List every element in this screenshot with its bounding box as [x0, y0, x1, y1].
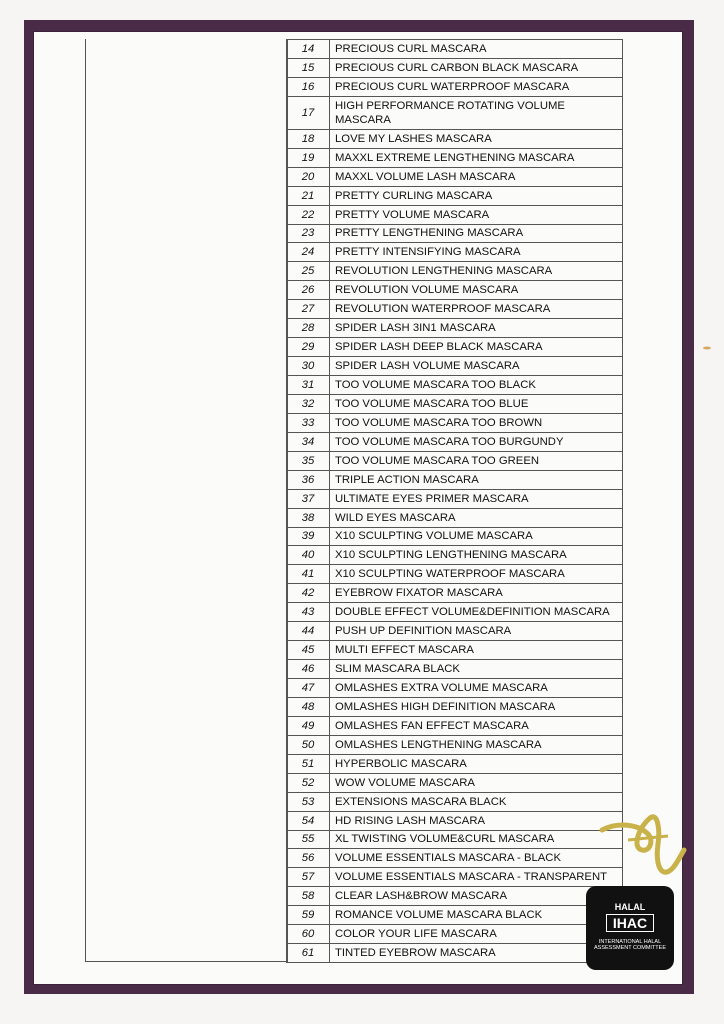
product-name: REVOLUTION LENGTHENING MASCARA — [330, 262, 623, 281]
product-name: VOLUME ESSENTIALS MASCARA - BLACK — [330, 849, 623, 868]
table-row — [287, 129, 623, 148]
table-row — [287, 508, 623, 527]
table-row — [287, 565, 623, 584]
halal-seal — [586, 886, 674, 970]
row-number: 45 — [287, 641, 330, 660]
product-name: TOO VOLUME MASCARA TOO BLUE — [330, 394, 623, 413]
table-row — [287, 792, 623, 811]
row-number: 58 — [287, 887, 330, 906]
product-name: XL TWISTING VOLUME&CURL MASCARA — [330, 830, 623, 849]
product-name: MAXXL EXTREME LENGTHENING MASCARA — [330, 148, 623, 167]
row-number: 25 — [287, 262, 330, 281]
product-name: HIGH PERFORMANCE ROTATING VOLUME MASCARA — [330, 96, 623, 129]
table-row — [287, 489, 623, 508]
table-row — [287, 77, 623, 96]
table-row — [287, 887, 623, 906]
table-row — [287, 470, 623, 489]
table-row — [287, 584, 623, 603]
row-number: 53 — [287, 792, 330, 811]
product-name: SLIM MASCARA BLACK — [330, 660, 623, 679]
row-number: 59 — [287, 906, 330, 925]
table-row — [287, 262, 623, 281]
row-number: 40 — [287, 546, 330, 565]
row-number: 21 — [287, 186, 330, 205]
row-number: 17 — [287, 96, 330, 129]
product-name: VOLUME ESSENTIALS MASCARA - TRANSPARENT — [330, 868, 623, 887]
product-name: EYEBROW FIXATOR MASCARA — [330, 584, 623, 603]
row-number: 14 — [287, 40, 330, 59]
product-name: DOUBLE EFFECT VOLUME&DEFINITION MASCARA — [330, 603, 623, 622]
row-number: 16 — [287, 77, 330, 96]
table-row — [287, 376, 623, 395]
row-number: 39 — [287, 527, 330, 546]
product-name: TOO VOLUME MASCARA TOO GREEN — [330, 451, 623, 470]
product-name: PRETTY CURLING MASCARA — [330, 186, 623, 205]
stain-mark — [702, 346, 712, 350]
table-row — [287, 281, 623, 300]
table-row — [287, 319, 623, 338]
table-row — [287, 96, 623, 129]
row-number: 43 — [287, 603, 330, 622]
table-row — [287, 906, 623, 925]
table-row — [287, 167, 623, 186]
product-name: X10 SCULPTING VOLUME MASCARA — [330, 527, 623, 546]
table-row — [287, 868, 623, 887]
row-number: 57 — [287, 868, 330, 887]
product-name: OMLASHES FAN EFFECT MASCARA — [330, 716, 623, 735]
product-name: PRETTY VOLUME MASCARA — [330, 205, 623, 224]
row-number: 23 — [287, 224, 330, 243]
row-number: 50 — [287, 735, 330, 754]
table-row — [287, 394, 623, 413]
product-name: TOO VOLUME MASCARA TOO BLACK — [330, 376, 623, 395]
row-number: 48 — [287, 697, 330, 716]
product-name: X10 SCULPTING WATERPROOF MASCARA — [330, 565, 623, 584]
table-row — [287, 603, 623, 622]
row-number: 52 — [287, 773, 330, 792]
product-name: PRETTY INTENSIFYING MASCARA — [330, 243, 623, 262]
table-row — [287, 40, 623, 59]
table-row — [287, 357, 623, 376]
row-number: 28 — [287, 319, 330, 338]
product-name: TOO VOLUME MASCARA TOO BROWN — [330, 413, 623, 432]
product-name: CLEAR LASH&BROW MASCARA — [330, 887, 623, 906]
row-number: 33 — [287, 413, 330, 432]
table-row — [287, 735, 623, 754]
product-name: MAXXL VOLUME LASH MASCARA — [330, 167, 623, 186]
row-number: 35 — [287, 451, 330, 470]
table-row — [287, 205, 623, 224]
table-row — [287, 830, 623, 849]
product-name: HYPERBOLIC MASCARA — [330, 754, 623, 773]
table-row — [287, 224, 623, 243]
row-number: 56 — [287, 849, 330, 868]
table-row — [287, 243, 623, 262]
product-name: PRECIOUS CURL MASCARA — [330, 40, 623, 59]
table-row — [287, 679, 623, 698]
product-name: SPIDER LASH 3IN1 MASCARA — [330, 319, 623, 338]
product-name: LOVE MY LASHES MASCARA — [330, 129, 623, 148]
row-number: 18 — [287, 129, 330, 148]
table-row — [287, 773, 623, 792]
seal-halal-text: HALAL — [614, 902, 646, 912]
product-name: OMLASHES EXTRA VOLUME MASCARA — [330, 679, 623, 698]
row-number: 31 — [287, 376, 330, 395]
table-row — [287, 925, 623, 944]
row-number: 36 — [287, 470, 330, 489]
table-row — [287, 148, 623, 167]
row-number: 26 — [287, 281, 330, 300]
table-row — [287, 641, 623, 660]
table-row — [287, 716, 623, 735]
row-number: 47 — [287, 679, 330, 698]
row-number: 19 — [287, 148, 330, 167]
signature-icon — [598, 800, 690, 880]
row-number: 30 — [287, 357, 330, 376]
product-name: MULTI EFFECT MASCARA — [330, 641, 623, 660]
seal-caption-line2: ASSESSMENT COMMITTEE — [593, 945, 667, 951]
product-name: WILD EYES MASCARA — [330, 508, 623, 527]
table-row — [287, 338, 623, 357]
row-number: 32 — [287, 394, 330, 413]
row-number: 22 — [287, 205, 330, 224]
table-row — [287, 754, 623, 773]
table-row — [287, 451, 623, 470]
product-name: PUSH UP DEFINITION MASCARA — [330, 622, 623, 641]
row-number: 15 — [287, 58, 330, 77]
row-number: 46 — [287, 660, 330, 679]
product-name: WOW VOLUME MASCARA — [330, 773, 623, 792]
table-row — [287, 546, 623, 565]
product-name: SPIDER LASH VOLUME MASCARA — [330, 357, 623, 376]
row-number: 20 — [287, 167, 330, 186]
table-row — [287, 300, 623, 319]
row-number: 51 — [287, 754, 330, 773]
row-number: 61 — [287, 944, 330, 963]
table-row — [287, 527, 623, 546]
product-name: REVOLUTION VOLUME MASCARA — [330, 281, 623, 300]
table-row — [287, 186, 623, 205]
product-table — [286, 39, 623, 963]
product-name: X10 SCULPTING LENGTHENING MASCARA — [330, 546, 623, 565]
product-name: PRETTY LENGTHENING MASCARA — [330, 224, 623, 243]
product-name: PRECIOUS CURL CARBON BLACK MASCARA — [330, 58, 623, 77]
product-name: OMLASHES HIGH DEFINITION MASCARA — [330, 697, 623, 716]
row-number: 34 — [287, 432, 330, 451]
product-name: ROMANCE VOLUME MASCARA BLACK — [330, 906, 623, 925]
table-row — [287, 58, 623, 77]
product-name: EXTENSIONS MASCARA BLACK — [330, 792, 623, 811]
row-number: 29 — [287, 338, 330, 357]
row-number: 41 — [287, 565, 330, 584]
table-row — [287, 944, 623, 963]
product-name: PRECIOUS CURL WATERPROOF MASCARA — [330, 77, 623, 96]
product-name: ULTIMATE EYES PRIMER MASCARA — [330, 489, 623, 508]
product-name: OMLASHES LENGTHENING MASCARA — [330, 735, 623, 754]
product-name: TRIPLE ACTION MASCARA — [330, 470, 623, 489]
table-row — [287, 413, 623, 432]
row-number: 27 — [287, 300, 330, 319]
seal-caption-line1: INTERNATIONAL HALAL — [598, 939, 662, 945]
product-name: SPIDER LASH DEEP BLACK MASCARA — [330, 338, 623, 357]
table-row — [287, 660, 623, 679]
row-number: 42 — [287, 584, 330, 603]
row-number: 37 — [287, 489, 330, 508]
row-number: 24 — [287, 243, 330, 262]
row-number: 60 — [287, 925, 330, 944]
product-name: TINTED EYEBROW MASCARA — [330, 944, 623, 963]
table-row — [287, 622, 623, 641]
seal-ihac-text: IHAC — [606, 914, 654, 932]
row-number: 49 — [287, 716, 330, 735]
seal-caption — [586, 939, 674, 951]
product-name: TOO VOLUME MASCARA TOO BURGUNDY — [330, 432, 623, 451]
table-row — [287, 849, 623, 868]
left-column-cell — [85, 39, 288, 962]
row-number: 55 — [287, 830, 330, 849]
row-number: 54 — [287, 811, 330, 830]
table-row — [287, 432, 623, 451]
product-name: REVOLUTION WATERPROOF MASCARA — [330, 300, 623, 319]
row-number: 44 — [287, 622, 330, 641]
product-table-body — [287, 40, 623, 963]
row-number: 38 — [287, 508, 330, 527]
product-name: HD RISING LASH MASCARA — [330, 811, 623, 830]
table-row — [287, 811, 623, 830]
product-name: COLOR YOUR LIFE MASCARA — [330, 925, 623, 944]
table-row — [287, 697, 623, 716]
